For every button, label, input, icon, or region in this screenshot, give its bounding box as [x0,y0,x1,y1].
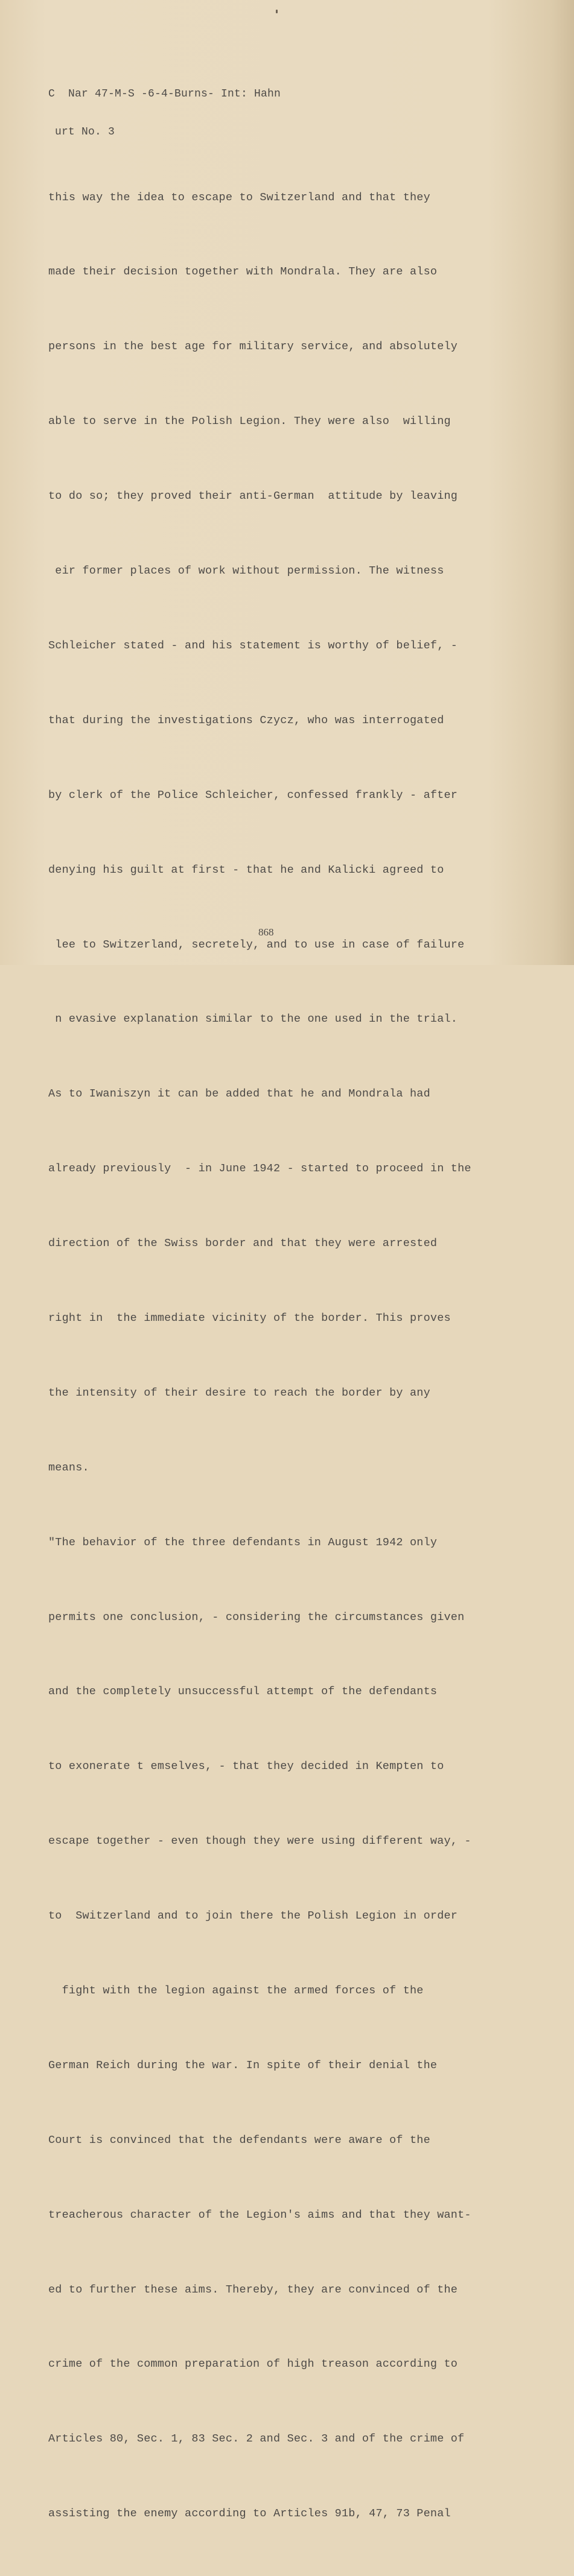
body-line: the intensity of their desire to reach the border by any [48,1386,430,1399]
body-line: n evasive explanation similar to the one used in the trial. [48,1013,458,1026]
page-number: 868 [258,926,274,938]
body-line: eir former places of work without permission. The witness [48,565,444,578]
body-line: able to serve in the Polish Legion. They were also willing [48,415,451,428]
body-line: persons in the best age for military service, and absolutely [48,340,458,353]
body-line: to exonerate t emselves, - that they decided in Kempten to [48,1760,444,1773]
body-line: by clerk of the Police Schleicher, confessed frankly - after [48,788,458,802]
body-line: lee to Switzerland, secretely, and to use in case of failure [48,938,465,951]
body-line: already previously - in June 1942 - started to proceed in the [48,1162,471,1176]
body-line: denying his guilt at first - that he and Kalicki agreed to [48,863,444,876]
body-line: Schleicher stated - and his statement is worthy of belief, - [48,639,458,652]
body-line: to Switzerland and to join there the Polish Legion in order [48,1910,458,1923]
body-line: Court is convinced that the defendants were aware of the [48,2133,430,2147]
body-line: permits one conclusion, - considering the circumstances given [48,1610,465,1624]
header-court-line: urt No. 3 [48,126,115,138]
body-line: fight with the legion against the armed forces of the [48,1984,424,1997]
document-body [48,135,471,2576]
body-line: As to Iwaniszyn it can be added that he and Mondrala had [48,1087,430,1101]
body-line: means. [48,1461,89,1474]
body-line: treacherous character of the Legion's aims and that they want- [48,2208,471,2221]
body-line: to do so; they proved their anti-German attitude by leaving [48,490,458,503]
body-line: German Reich during the war. In spite of their denial the [48,2059,438,2072]
body-line: "The behavior of the three defendants in August 1942 only [48,1536,438,1549]
body-line: that during the investigations Czycz, who was interrogated [48,714,444,727]
ink-mark [276,10,278,13]
body-line: and the completely unsuccessful attempt of the defendants [48,1685,438,1698]
header-case-line: C Nar 47-M-S -6-4-Burns- Int: Hahn [48,88,281,100]
body-line: crime of the common preparation of high treason according to [48,2358,458,2371]
body-line: assisting the enemy according to Articles 91b, 47, 73 Penal [48,2507,451,2521]
body-line: direction of the Swiss border and that they were arrested [48,1237,438,1250]
body-line: right in the immediate vicinity of the border. This proves [48,1311,451,1324]
body-line: ed to further these aims. Thereby, they are convinced of the [48,2283,458,2296]
body-line: this way the idea to escape to Switzerland and that they [48,191,430,204]
body-line: escape together - even though they were using different way, - [48,1835,471,1848]
body-line: made their decision together with Mondrala. They are also [48,265,438,279]
body-line: Articles 80, Sec. 1, 83 Sec. 2 and Sec. 3 and of the crime of [48,2432,465,2446]
